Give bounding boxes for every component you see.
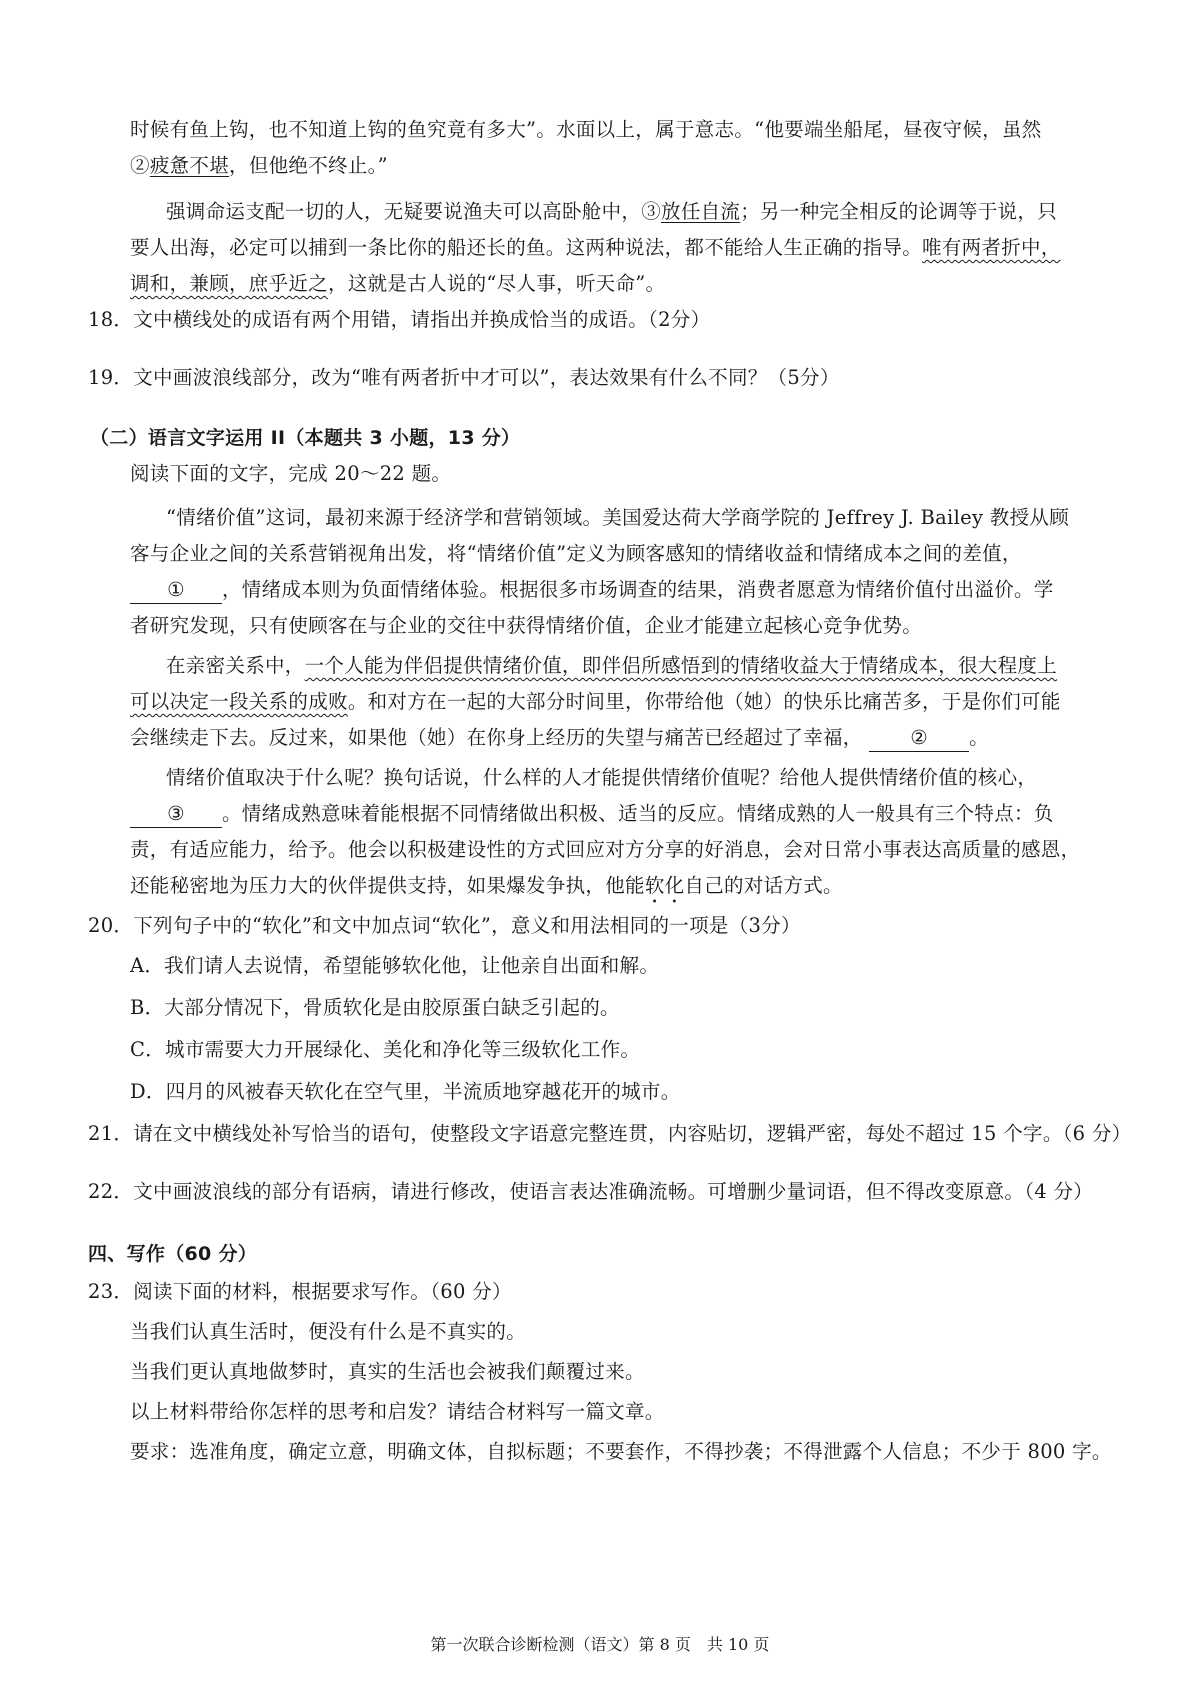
blank-1: ① — [130, 577, 222, 604]
passage-line — [130, 264, 665, 304]
passage-line — [166, 192, 1057, 232]
passage-line: 情绪价值取决于什么呢？换句话说，什么样的人才能提供情绪价值呢？给他人提供情绪价值的核心， — [166, 766, 1038, 789]
passage-text: 。 — [969, 726, 989, 749]
passage-text: 会继续走下去。反过来，如果他（她）在你身上经历的失望与痛苦已经超过了幸福， — [130, 726, 863, 749]
passage-text: ，但他绝不终止。” — [229, 154, 388, 177]
wavy-underline-text: 可以决定一段关系的成败 — [130, 690, 348, 713]
wavy-underline-text: 调和，兼顾，庶乎近之 — [130, 272, 329, 295]
section-2-intro: 阅读下面的文字，完成 20～22 题。 — [130, 462, 452, 485]
passage-line: “情绪价值”这词，最初来源于经济学和营销领域。美国爱达荷大学商学院的 Jeffrey J. Bailey 教授从顾 — [166, 506, 1069, 529]
question-22: 22．文中画波浪线的部分有语病，请进行修改，使语言表达准确流畅。可增删少量词语，但不得改变原意。（4 分） — [88, 1180, 1094, 1203]
passage-text: 还能秘密地为压力大的伙伴提供支持，如果爆发争执，他能 — [130, 874, 645, 897]
underlined-idiom-2: 疲惫不堪 — [149, 154, 230, 177]
question-18: 18．文中横线处的成语有两个用错，请指出并换成恰当的成语。（2分） — [88, 308, 711, 331]
writing-prompt: 以上材料带给你怎样的思考和启发？请结合材料写一篇文章。 — [130, 1400, 665, 1423]
passage-line — [130, 570, 1054, 610]
question-20-option-a: A．我们请人去说情，希望能够软化他，让他亲自出面和解。 — [130, 954, 660, 977]
passage-line — [130, 146, 388, 186]
dotted-word-ruanhua: 软化 — [644, 874, 685, 897]
blank-3: ③ — [130, 801, 222, 828]
passage-text: ；另一种完全相反的论调等于说，只 — [740, 200, 1058, 223]
passage-line: 责，有适应能力，给予。他会以积极建设性的方式回应对方分享的好消息，会对日常小事表达高质量的感恩， — [130, 838, 1081, 861]
question-20-option-d: D．四月的风被春天软化在空气里，半流质地穿越花开的城市。 — [130, 1080, 681, 1103]
wavy-underline-text: 唯有两者折中， — [922, 236, 1061, 259]
passage-text: ，情绪成本则为负面情绪体验。根据很多市场调查的结果，消费者愿意为情绪价值付出溢价。学 — [222, 578, 1054, 601]
passage-line — [130, 866, 843, 908]
passage-text: ，这就是古人说的“尽人事，听天命”。 — [328, 272, 666, 295]
passage-text: 要人出海，必定可以捕到一条比你的船还长的鱼。这两种说法，都不能给人生正确的指导。 — [130, 236, 923, 259]
passage-text: 强调命运支配一切的人，无疑要说渔夫可以高卧舱中，③ — [166, 200, 662, 223]
page-footer: 第一次联合诊断检测（语文）第 8 页 共 10 页 — [430, 1635, 770, 1654]
marker-2: ② — [130, 154, 150, 177]
passage-line — [130, 794, 1054, 834]
passage-text: 。和对方在一起的大部分时间里，你带给他（她）的快乐比痛苦多，于是你们可能 — [347, 690, 1061, 713]
passage-line — [130, 682, 1061, 722]
passage-line — [130, 718, 989, 758]
question-21: 21．请在文中横线处补写恰当的语句，使整段文字语意完整连贯，内容贴切，逻辑严密，每处不超过 15 个字。（6 分） — [88, 1122, 1132, 1145]
passage-line: 客与企业之间的关系营销视角出发，将“情绪价值”定义为顾客感知的情绪收益和情绪成本之间的差值， — [130, 542, 1022, 565]
section-2-heading: （二）语言文字运用 II（本题共 3 小题，13 分） — [90, 427, 521, 449]
question-20-option-c: C．城市需要大力开展绿化、美化和净化等三级软化工作。 — [130, 1038, 641, 1061]
passage-line — [166, 646, 1057, 686]
material-line-1: 当我们认真生活时，便没有什么是不真实的。 — [130, 1320, 527, 1343]
question-19: 19．文中画波浪线部分，改为“唯有两者折中才可以”，表达效果有什么不同？（5分） — [88, 366, 840, 389]
blank-2: ② — [869, 725, 969, 752]
question-20-option-b: B．大部分情况下，骨质软化是由胶原蛋白缺乏引起的。 — [130, 996, 620, 1019]
question-23-stem: 23．阅读下面的材料，根据要求写作。（60 分） — [88, 1280, 512, 1303]
material-line-2: 当我们更认真地做梦时，真实的生活也会被我们颠覆过来。 — [130, 1360, 645, 1383]
question-20-stem: 20．下列句子中的“软化”和文中加点词“软化”，意义和用法相同的一项是（3分） — [88, 914, 801, 937]
passage-text: 自己的对话方式。 — [684, 874, 843, 897]
passage-line — [130, 228, 1061, 268]
section-4-heading: 四、写作（60 分） — [88, 1243, 258, 1265]
passage-text: 在亲密关系中， — [166, 654, 305, 677]
underlined-idiom-3: 放任自流 — [661, 200, 741, 223]
wavy-underline-text: 一个人能为伴侣提供情绪价值，即伴侣所感悟到的情绪收益大于情绪成本，很大程度上 — [304, 654, 1058, 677]
passage-line: 者研究发现，只有使顾客在与企业的交往中获得情绪价值，企业才能建立起核心竞争优势。 — [130, 614, 923, 637]
passage-line: 时候有鱼上钩，也不知道上钩的鱼究竟有多大”。水面以上，属于意志。“他要端坐船尾，昼夜守候，虽然 — [130, 118, 1042, 141]
writing-requirements: 要求：选准角度，确定立意，明确文体，自拟标题；不要套作，不得抄袭；不得泄露个人信息；不少于 800 字。 — [130, 1440, 1112, 1463]
passage-text: 。情绪成熟意味着能根据不同情绪做出积极、适当的反应。情绪成熟的人一般具有三个特点：负 — [222, 802, 1054, 825]
